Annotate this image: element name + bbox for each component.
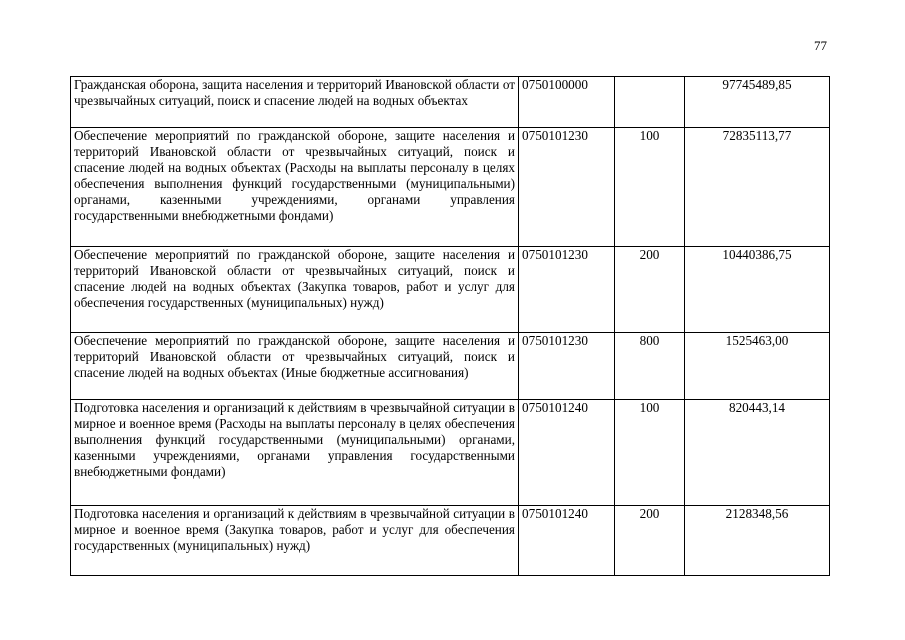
row-code-cell: 0750101230 [519,247,615,333]
budget-table [70,76,830,576]
table-row [71,506,830,576]
row-type-cell: 200 [615,506,685,576]
row-name-cell: Подготовка населения и организаций к действиям в чрезвычайной ситуации в мирное и военное время (Закупка товаров, работ и услуг для обеспечения государственных (муниципальных) нужд) [71,506,519,576]
table-row [71,128,830,247]
table-row [71,333,830,400]
table-row [71,247,830,333]
row-code-cell: 0750100000 [519,77,615,128]
row-code-cell: 0750101230 [519,128,615,247]
row-sum-cell: 2128348,56 [685,506,830,576]
row-type-cell: 200 [615,247,685,333]
row-sum-cell: 97745489,85 [685,77,830,128]
row-type-cell: 100 [615,400,685,506]
row-type-cell [615,77,685,128]
row-type-cell: 800 [615,333,685,400]
page-number: 77 [814,38,827,53]
row-sum-cell: 72835113,77 [685,128,830,247]
row-name-cell: Обеспечение мероприятий по гражданской обороне, защите населения и территорий Ивановской области от чрезвычайных ситуаций, поиск и спасение людей на водных объектах (Расходы на выплаты персоналу в целях обеспечения выполнения функций государственными (муниципальными) органами, казенными учреждениями, органами управления государственными внебюджетными фондами) [71,128,519,247]
row-type-cell: 100 [615,128,685,247]
row-code-cell: 0750101240 [519,506,615,576]
row-name-cell: Гражданская оборона, защита населения и территорий Ивановской области от чрезвычайных ситуаций, поиск и спасение людей на водных объектах [71,77,519,128]
row-sum-cell: 10440386,75 [685,247,830,333]
row-code-cell: 0750101230 [519,333,615,400]
row-name-cell: Обеспечение мероприятий по гражданской обороне, защите населения и территорий Ивановской области от чрезвычайных ситуаций, поиск и спасение людей на водных объектах (Закупка товаров, работ и услуг для обеспечения государственных (муниципальных) нужд) [71,247,519,333]
row-name-cell: Подготовка населения и организаций к действиям в чрезвычайной ситуации в мирное и военное время (Расходы на выплаты персоналу в целях обеспечения выполнения функций государственными (муниципальными) органами, казенными учреждениями, органами управления государственными внебюджетными фондами) [71,400,519,506]
table-row [71,77,830,128]
row-sum-cell: 820443,14 [685,400,830,506]
row-name-cell: Обеспечение мероприятий по гражданской обороне, защите населения и территорий Ивановской области от чрезвычайных ситуаций, поиск и спасение людей на водных объектах (Иные бюджетные ассигнования) [71,333,519,400]
row-code-cell: 0750101240 [519,400,615,506]
table-row [71,400,830,506]
row-sum-cell: 1525463,00 [685,333,830,400]
